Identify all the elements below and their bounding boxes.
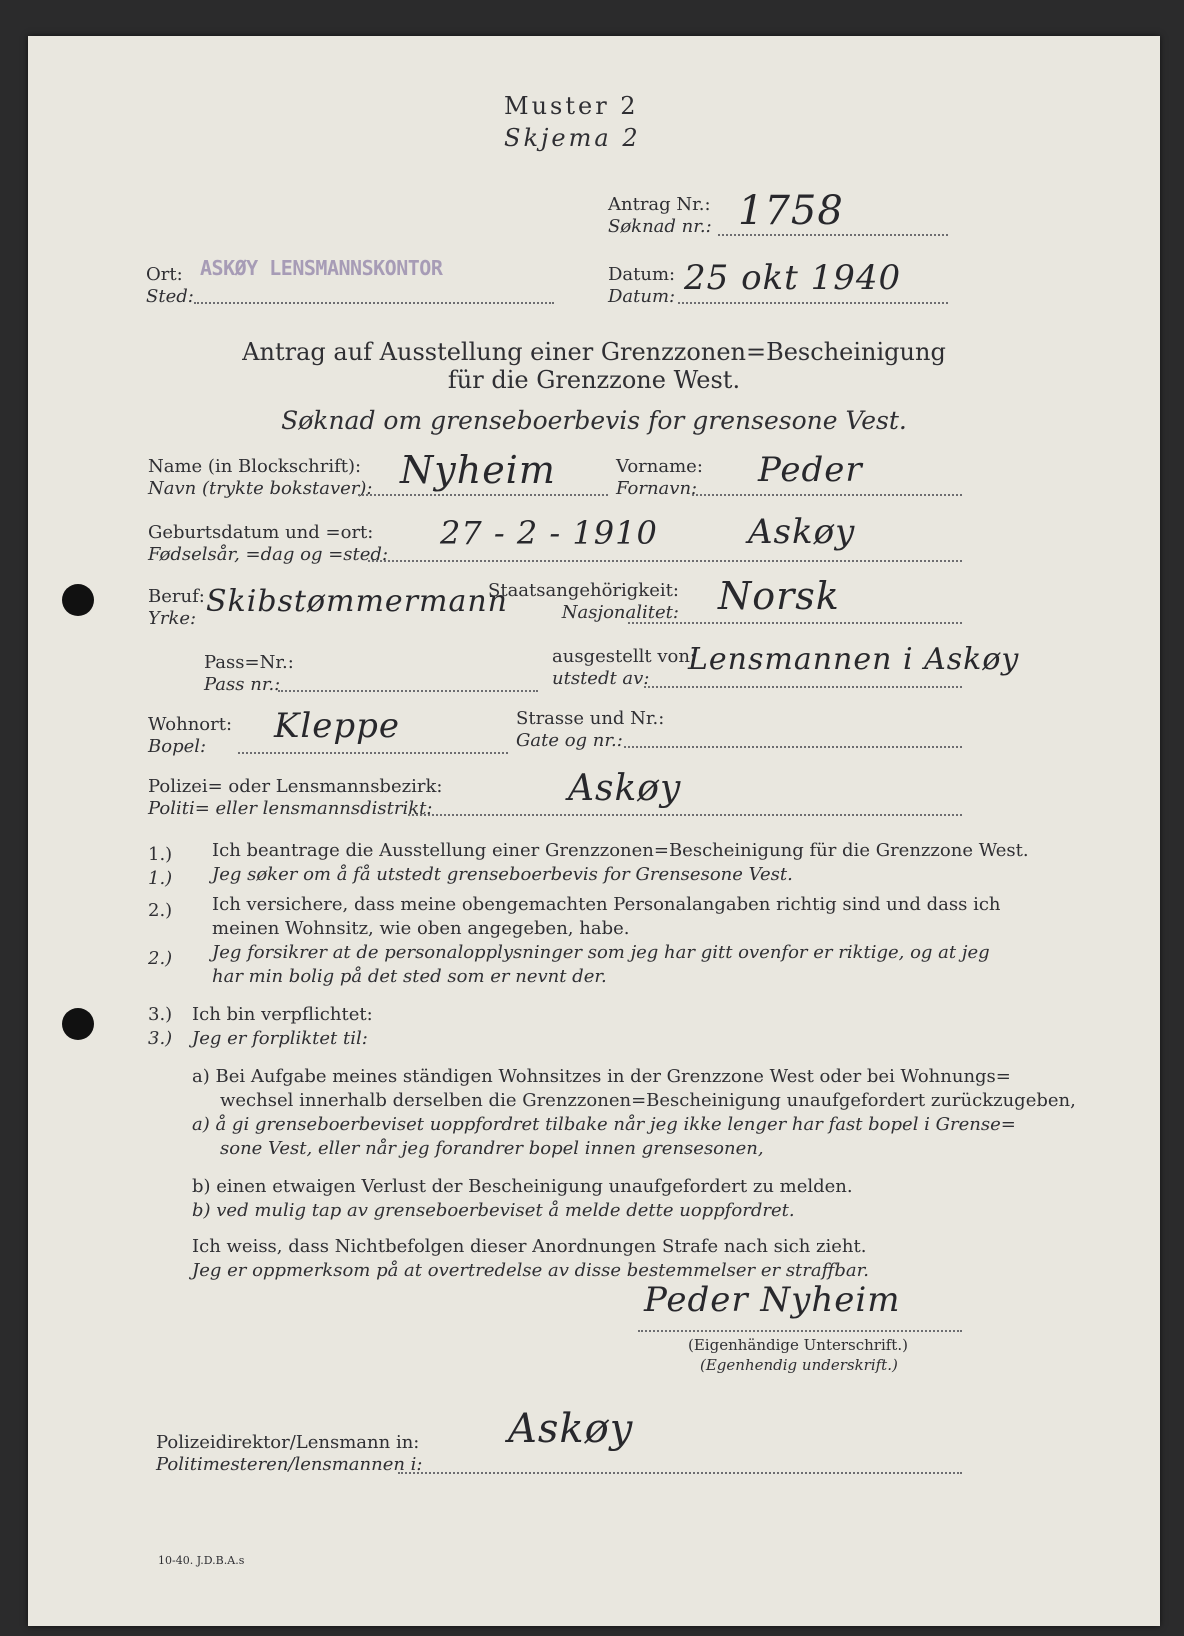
application-number-line bbox=[718, 234, 948, 236]
staat-line bbox=[628, 622, 962, 624]
decl-a-no-1: a) å gi grenseboerbeviset uoppfordret tilbake når jeg ikke lenger har fast bopel i Grense= bbox=[192, 1114, 1016, 1135]
wohnort-line bbox=[238, 752, 508, 754]
decl-3-num-de: 3.) bbox=[148, 1004, 173, 1025]
bezirk-label: Polizei= oder Lensmannsbezirk: Politi= eller lensmannsdistrikt: bbox=[148, 776, 443, 819]
polizei-label: Polizeidirektor/Lensmann in: Politimesteren/lensmannen i: bbox=[156, 1432, 423, 1475]
geburt-place-value: Askøy bbox=[748, 512, 856, 552]
beruf-value: Skibstømmermann bbox=[206, 584, 509, 619]
decl-2-num-no: 2.) bbox=[148, 948, 173, 969]
application-number: 1758 bbox=[738, 188, 844, 234]
name-label: Name (in Blockschrift): Navn (trykte bokstaver): bbox=[148, 456, 373, 499]
name-line bbox=[358, 494, 608, 496]
decl-a-de-1: a) Bei Aufgabe meines ständigen Wohnsitzes in der Grenzzone West oder bei Wohnungs= bbox=[192, 1066, 1011, 1087]
decl-2-text-de-a: Ich versichere, dass meine obengemachten Personalangaben richtig sind und dass ich bbox=[212, 894, 1001, 915]
geburt-date-value: 27 - 2 - 1910 bbox=[440, 514, 658, 552]
antrag-nr-label: Antrag Nr.: Søknad nr.: bbox=[608, 194, 712, 237]
signature-caption-no: (Egenhendig underskrift.) bbox=[700, 1356, 898, 1374]
decl-a-no-2: sone Vest, eller når jeg forandrer bopel innen grensesonen, bbox=[220, 1138, 764, 1159]
geburt-line bbox=[368, 560, 962, 562]
pass-line bbox=[278, 690, 538, 692]
office-stamp: ASKØY LENSMANNSKONTOR bbox=[200, 256, 443, 280]
polizei-line bbox=[398, 1472, 962, 1474]
decl-2-num-de: 2.) bbox=[148, 900, 173, 921]
decl-b-de: b) einen etwaigen Verlust der Bescheinigung unaufgefordert zu melden. bbox=[192, 1176, 853, 1197]
ausgestellt-label: ausgestellt von: utstedt av: bbox=[552, 646, 696, 689]
final-note-de: Ich weiss, dass Nichtbefolgen dieser Anordnungen Strafe nach sich zieht. bbox=[192, 1236, 867, 1257]
punch-hole-top bbox=[62, 584, 94, 616]
decl-3-num-no: 3.) bbox=[148, 1028, 173, 1049]
bezirk-value: Askøy bbox=[568, 768, 682, 809]
strasse-label: Strasse und Nr.: Gate og nr.: bbox=[516, 708, 665, 751]
staat-label: Staatsangehörigkeit: Nasjonalitet: bbox=[488, 580, 679, 623]
decl-3-text-de: Ich bin verpflichtet: bbox=[192, 1004, 373, 1025]
datum-label: Datum: Datum: bbox=[608, 264, 676, 307]
signature-line bbox=[638, 1330, 962, 1332]
decl-3-text-no: Jeg er forpliktet til: bbox=[192, 1028, 368, 1049]
decl-a-de-2: wechsel innerhalb derselben die Grenzzonen=Bescheinigung unaufgefordert zurückzugeben, bbox=[220, 1090, 1076, 1111]
title-no: Søknad om grenseboerbevis for grensesone Vest. bbox=[281, 406, 907, 435]
bezirk-line bbox=[408, 814, 962, 816]
decl-2-text-de-b: meinen Wohnsitz, wie oben angegeben, habe. bbox=[212, 918, 630, 939]
decl-1-text-no: Jeg søker om å få utstedt grenseboerbevis for Grensesone Vest. bbox=[212, 864, 793, 885]
vorname-label: Vorname: Fornavn: bbox=[616, 456, 703, 499]
wohnort-label: Wohnort: Bopel: bbox=[148, 714, 233, 757]
ausgestellt-value: Lensmannen i Askøy bbox=[688, 642, 1020, 677]
wohnort-value: Kleppe bbox=[274, 706, 401, 746]
strasse-line bbox=[624, 746, 962, 748]
muster-label: Muster 2 bbox=[504, 92, 639, 120]
polizei-value: Askøy bbox=[508, 1406, 634, 1452]
decl-b-no: b) ved mulig tap av grenseboerbeviset å melde dette uoppfordret. bbox=[192, 1200, 795, 1221]
title-de-line1: Antrag auf Ausstellung einer Grenzzonen=Bescheinigung bbox=[242, 338, 946, 366]
final-note-no: Jeg er oppmerksom på at overtredelse av disse bestemmelser er straffbar. bbox=[192, 1260, 869, 1281]
ort-label: Ort: Sted: bbox=[146, 264, 194, 307]
punch-hole-bottom bbox=[62, 1008, 94, 1040]
title-de-line2: für die Grenzzone West. bbox=[447, 366, 741, 394]
skjema-label: Skjema 2 bbox=[504, 124, 641, 152]
geburt-label: Geburtsdatum und =ort: Fødselsår, =dag og =sted: bbox=[148, 522, 389, 565]
signature-caption-de: (Eigenhändige Unterschrift.) bbox=[688, 1336, 908, 1354]
datum-line bbox=[678, 302, 948, 304]
decl-2-text-no-a: Jeg forsikrer at de personalopplysninger som jeg har gitt ovenfor er riktige, og at jeg bbox=[212, 942, 990, 963]
decl-2-text-no-b: har min bolig på det sted som er nevnt der. bbox=[212, 966, 607, 987]
form-sheet bbox=[28, 36, 1160, 1626]
beruf-label: Beruf: Yrke: bbox=[148, 586, 205, 629]
name-value: Nyheim bbox=[400, 448, 556, 492]
vorname-line bbox=[692, 494, 962, 496]
decl-1-num-de: 1.) bbox=[148, 844, 173, 865]
vorname-value: Peder bbox=[758, 450, 863, 490]
decl-1-num-no: 1.) bbox=[148, 868, 173, 889]
ort-line bbox=[194, 302, 554, 304]
decl-1-text-de: Ich beantrage die Ausstellung einer Grenzzonen=Bescheinigung für die Grenzzone West. bbox=[212, 840, 1029, 861]
printer-mark: 10-40. J.D.B.A.s bbox=[158, 1554, 245, 1567]
pass-label: Pass=Nr.: Pass nr.: bbox=[204, 652, 294, 695]
ausgestellt-line bbox=[644, 686, 962, 688]
date-value: 25 okt 1940 bbox=[684, 258, 902, 298]
staat-value: Norsk bbox=[718, 574, 840, 618]
applicant-signature: Peder Nyheim bbox=[644, 1280, 901, 1320]
